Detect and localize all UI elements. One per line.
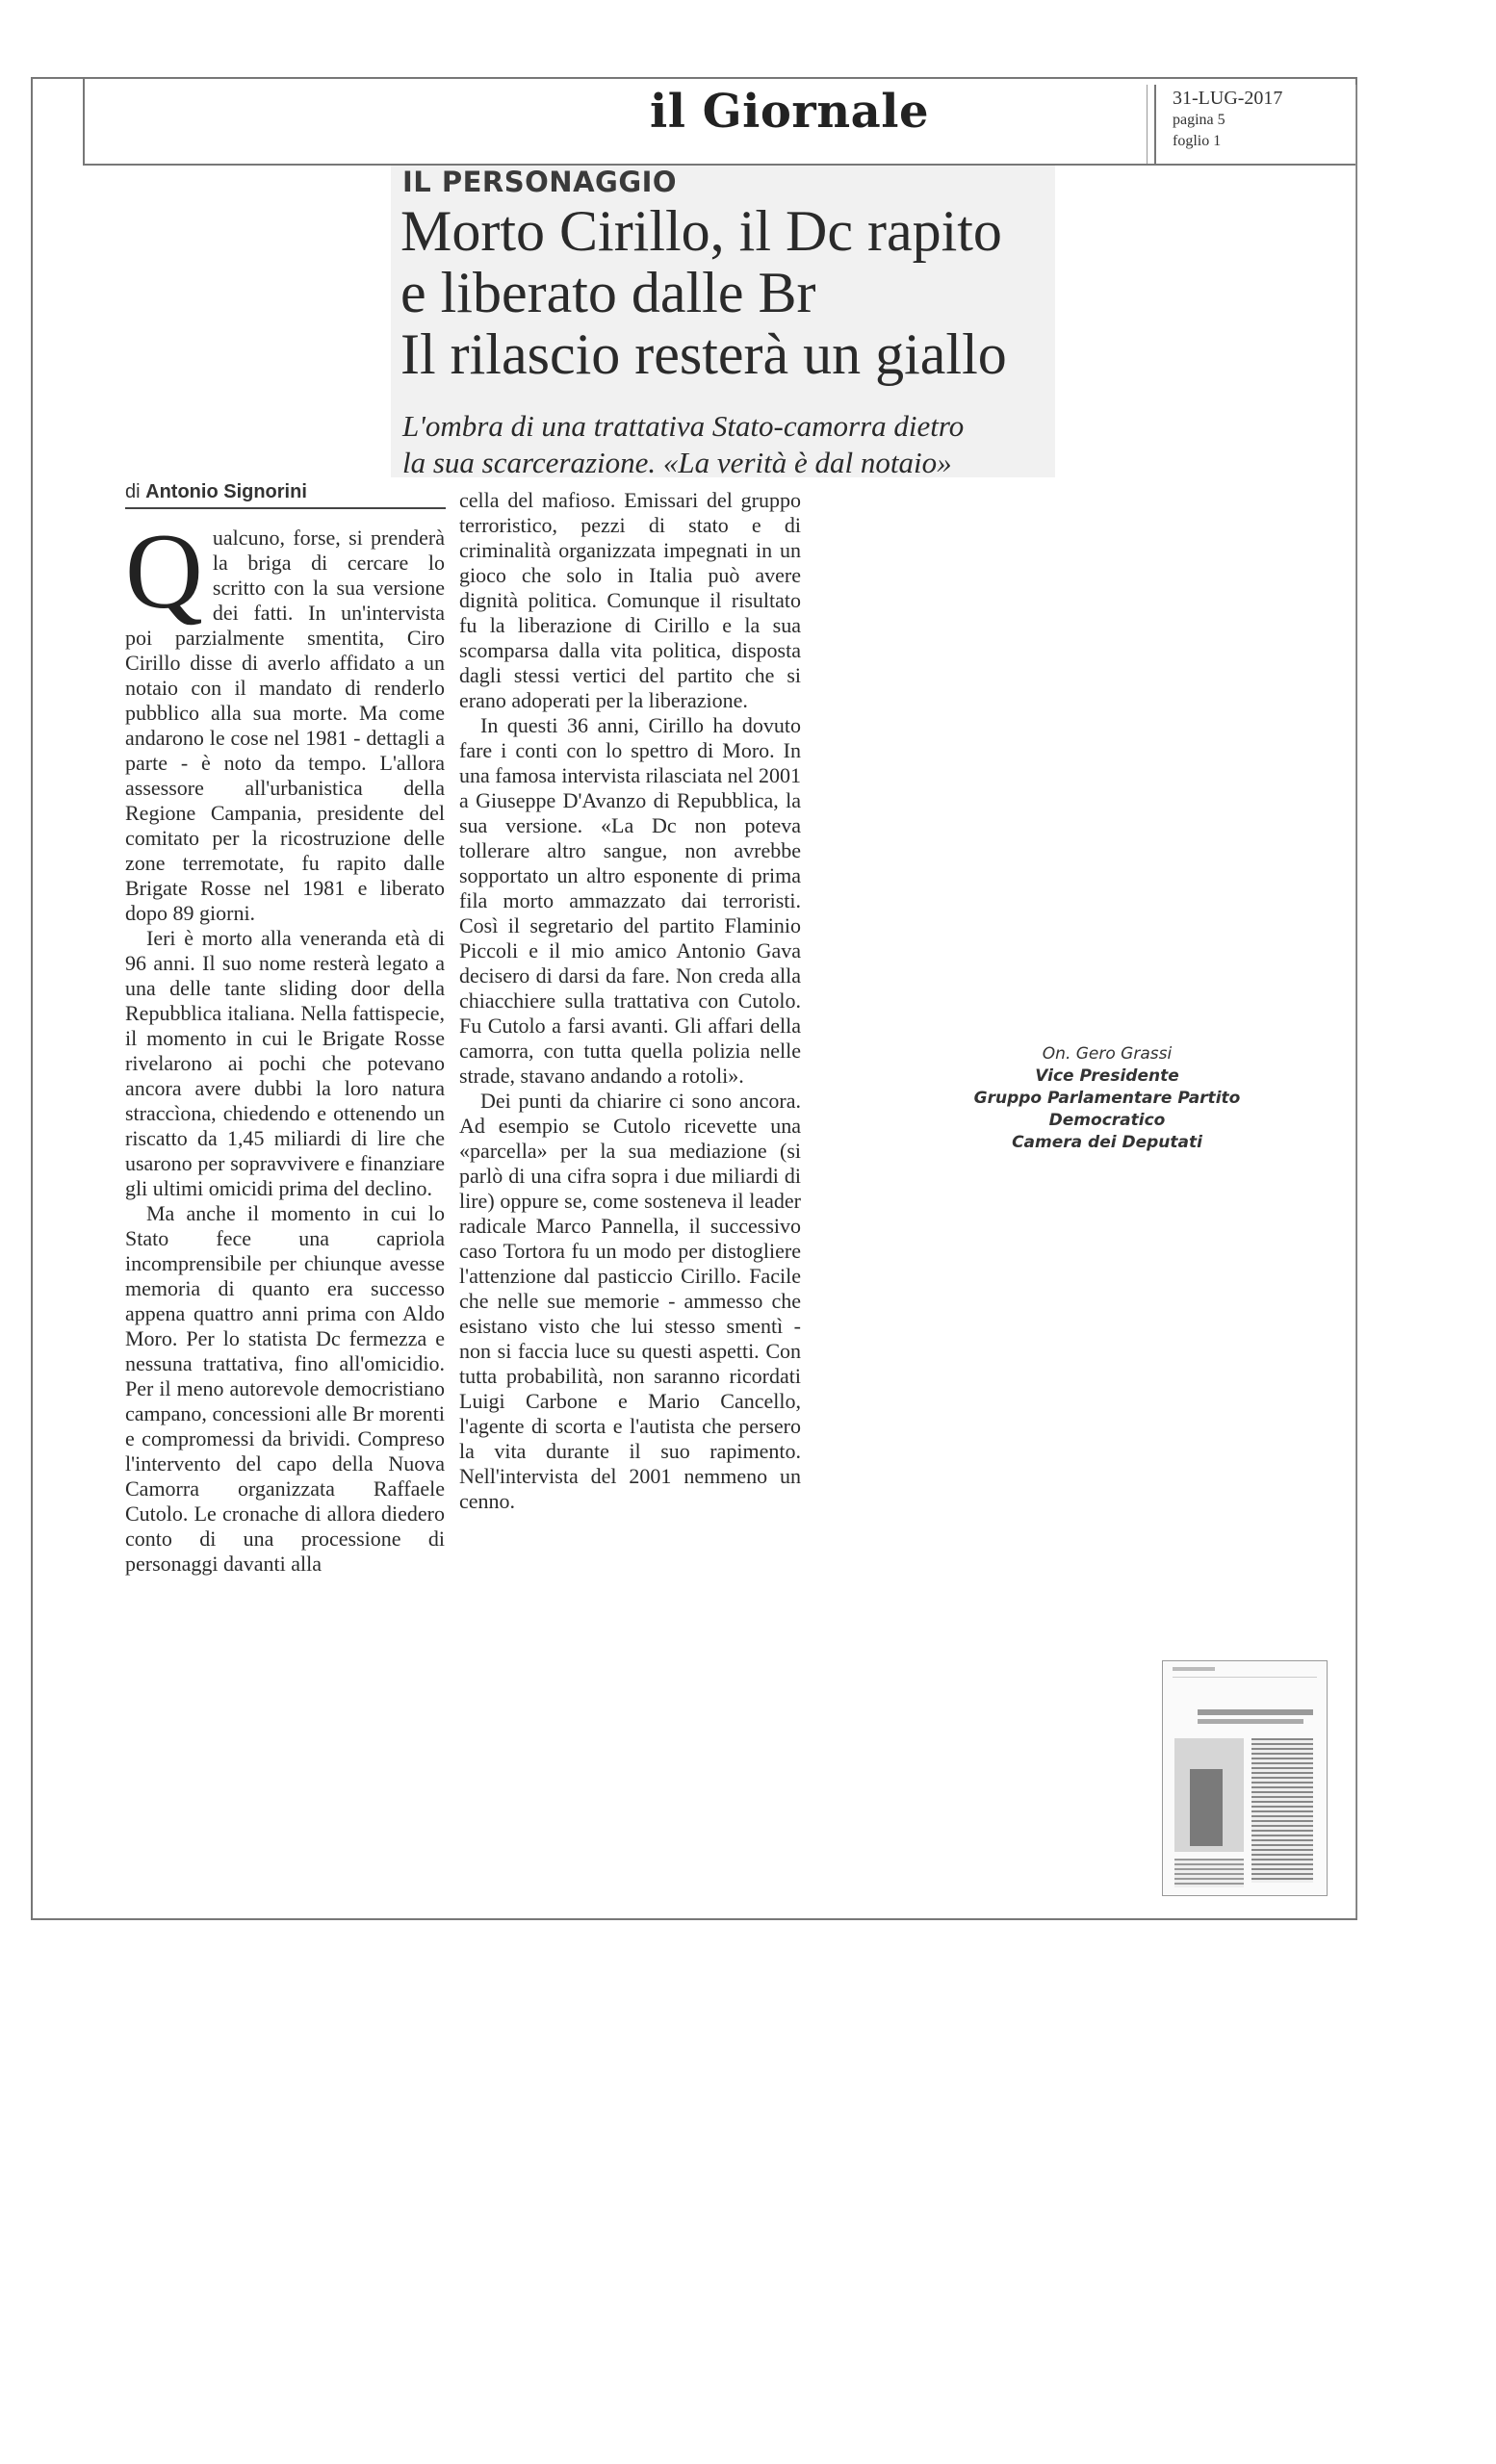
article-paragraph: cella del mafioso. Emissari del gruppo terroristico, pezzi di stato e di criminalità organizzata impegnati in un gioco che solo in Italia può avere dignità politica. Comunque il risultato fu la liberazione di Cirillo e la sua scomparsa dalla vita politica, disposta dagli stessi vertici del partito che si erano adoperati per la liberazione. (459, 488, 801, 712)
standfirst-line: la sua scarcerazione. «La verità è dal notaio» (402, 446, 952, 479)
thumbnail-mark (1198, 1719, 1303, 1724)
article-byline (125, 481, 446, 509)
article-paragraph: Ma anche il momento in cui lo Stato fece una capriola incomprensibile per chiunque avesse memoria di quanto era successo appena quattro anni prima con Aldo Moro. Per lo statista Dc fermezza e nessuna trattativa, fino all'omicidio. Per il meno autorevole democristiano campano, concessioni alle Br morenti e compromessi da brividi. Compreso l'intervento del capo della Nuova Camorra organizzata Raffaele Cutolo. Le cronache di allora diedero conto di una processione di personaggi davanti alla (125, 1201, 445, 1576)
thumbnail-text-block (1174, 1859, 1244, 1887)
stamp-chamber: Camera dei Deputati (1012, 1133, 1202, 1152)
clipping-date: 31-LUG-2017 (1173, 88, 1283, 109)
clipping-info (1173, 87, 1282, 152)
article-paragraph: In questi 36 anni, Cirillo ha dovuto fare i conti con lo spettro di Moro. In una famosa intervista rilasciata nel 2001 a Giuseppe D'Avanzo di Repubblica, la sua versione. «La Dc non poteva tollerare altro sangue, non avrebbe sopportato un altro esponente di prima fila morto ammazzato dai terroristi. Così il segretario del partito Flaminio Piccoli e il mio amico Antonio Gava decisero di darsi da fare. Non creda alla chiacchiere sulla trattativa con Cutolo. Fu Cutolo a farsi avanti. Gli affari della camorra, con tutta quella polizia nelle strade, stavano andando a rotoli». (459, 713, 801, 1088)
thumbnail-photo-figure (1190, 1769, 1223, 1846)
standfirst-line: L'ombra di una trattativa Stato-camorra dietro (402, 409, 965, 443)
stamp-name: On. Gero Grassi (1042, 1044, 1173, 1064)
article-column-1 (125, 512, 445, 1577)
thumbnail-mark (1198, 1709, 1313, 1715)
byline-prefix: di (125, 481, 141, 502)
article-paragraph: Ieri è morto alla veneranda età di 96 anni. Il suo nome resterà legato a una delle tante sliding door della Repubblica italiana. Nella fattispecie, il momento in cui le Brigate Rosse rivelarono ai pochi che potevano ancora avere dubbi la loro natura straccìona, chiedendo e ottenendo un riscatto da 1,45 miliardi di lire che usarono per sopravvivere e finanziare gli ultimi omicidi prima del declino. (125, 926, 445, 1200)
article-paragraph (125, 512, 445, 926)
date-box-divider (1154, 85, 1156, 164)
frame-divider (83, 77, 85, 164)
deputy-stamp (915, 1043, 1300, 1154)
clipping-sheet: foglio 1 (1173, 133, 1222, 149)
newspaper-masthead: il Giornale (650, 85, 929, 139)
thumbnail-mark (1173, 1677, 1317, 1678)
drop-cap: Q (125, 512, 203, 631)
article-paragraph: Dei punti da chiarire ci sono ancora. Ad esempio se Cutolo ricevette una «parcella» per la sua mediazione (si parlò di una cifra sopra i due miliardi di lire) oppure se, come sosteneva il leader radicale Marco Pannella, il successivo caso Tortora fu un modo per distogliere l'attenzione dal pasticcio Cirillo. Facile che nelle sue memorie - ammesso che esistano visto che lui stesso smentì - non si faccia luce su questi aspetti. Con tutta probabilità, non saranno ricordati Luigi Carbone e Mario Cancello, l'agente di scorta e l'autista che persero la vita durante il suo rapimento. Nell'intervista del 2001 nemmeno un cenno. (459, 1089, 801, 1513)
stamp-group: Gruppo Parlamentare Partito Democratico (973, 1089, 1241, 1130)
headline-line: Morto Cirillo, il Dc rapito (400, 199, 1002, 263)
frame-divider (1355, 85, 1356, 1918)
page-thumbnail (1162, 1660, 1328, 1896)
article-headline (400, 200, 1055, 385)
headline-line: e liberato dalle Br (400, 261, 816, 324)
date-box-divider (1147, 85, 1148, 164)
thumbnail-text-block (1251, 1738, 1313, 1883)
stamp-role: Vice Presidente (1035, 1066, 1179, 1086)
article-column-2 (459, 488, 801, 1514)
headline-line: Il rilascio resterà un giallo (400, 322, 1007, 386)
article-kicker: IL PERSONAGGIO (402, 166, 678, 198)
article-standfirst (402, 408, 1057, 481)
clipping-page: pagina 5 (1173, 112, 1225, 128)
byline-author: Antonio Signorini (145, 481, 307, 502)
thumbnail-mark (1173, 1667, 1215, 1671)
paragraph-text: ualcuno, forse, si prenderà la briga di cercare lo scritto con la sua versione dei fatti. In un'intervista poi parzialmente smentita, Ciro Cirillo disse di averlo affidato a un notaio con il mandato di renderlo pubblico alla sua morte. Ma come andarono le cose nel 1981 - dettagli a parte - è noto da tempo. L'allora assessore all'urbanistica della Regione Campania, presidente del comitato per la ricostruzione delle zone terremotate, fu rapito dalle Brigate Rosse nel 1981 e liberato dopo 89 giorni. (125, 526, 445, 925)
